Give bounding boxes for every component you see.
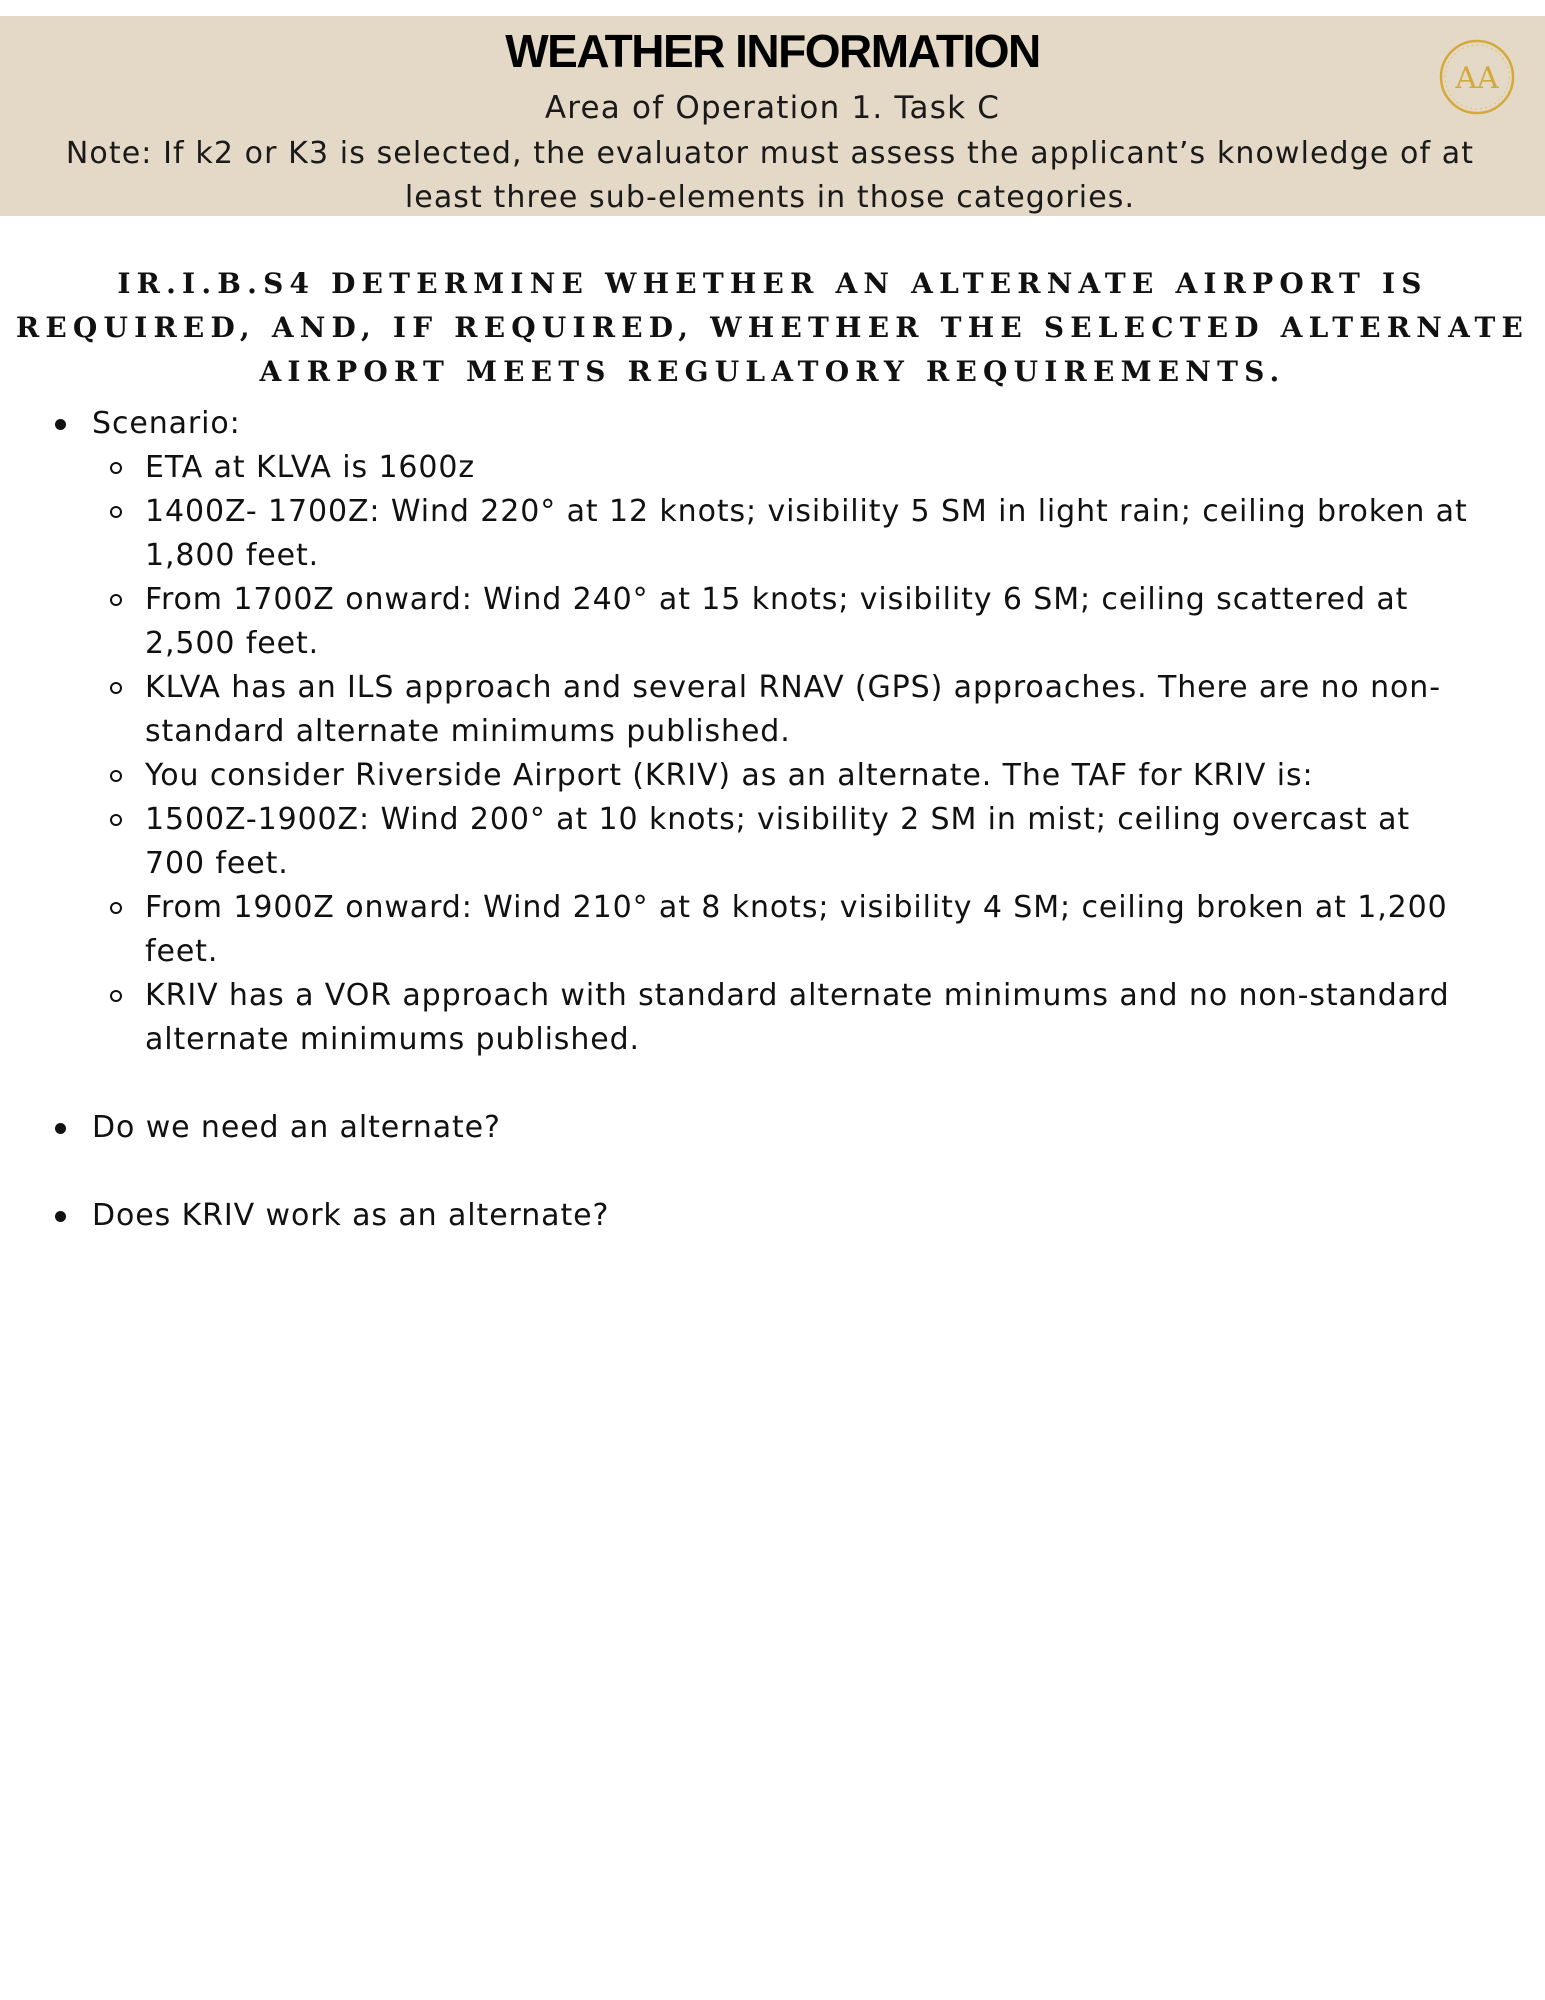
list-item [0,578,1475,666]
list-item [0,666,1475,754]
list-item-question-kriv-alternate [0,1194,1545,1238]
page-title: WEATHER INFORMATION [505,25,1040,77]
list-item-text: 1500Z-1900Z: Wind 200° at 10 knots; visibility 2 SM in mist; ceiling overcast at 700 feet. [145,802,1411,881]
brand-logo-icon [1436,36,1518,118]
list-item-text: From 1700Z onward: Wind 240° at 15 knots; visibility 6 SM; ceiling scattered at 2,500 feet. [145,582,1409,661]
content-list [0,402,1545,1238]
scenario-label: Scenario: [92,406,241,441]
list-item [0,798,1475,886]
evaluator-note: Note: If k2 or K3 is selected, the evaluator must assess the applicant’s knowledge of at least three sub-elements in those categories. [65,136,1475,215]
circle-bullet-icon [110,594,122,606]
circle-bullet-icon [110,814,122,826]
list-item-text: KLVA has an ILS approach and several RNAV (GPS) approaches. There are no non-standard alternate minimums published. [145,670,1441,749]
logo-lettering: AA [1455,61,1499,96]
section-heading: IR.I.B.S4 DETERMINE WHETHER AN ALTERNATE AIRPORT IS REQUIRED, AND, IF REQUIRED, WHETHER THE SELECTED ALTERNATE AIRPORT MEETS REGULATORY REQUIREMENTS. [15,267,1530,388]
circle-bullet-icon [110,902,122,914]
list-item-text: ETA at KLVA is 1600z [145,450,476,485]
list-item [0,754,1475,798]
list-item-text: KRIV has a VOR approach with standard alternate minimums and no non-standard alternate minimums published. [145,978,1450,1057]
circle-bullet-icon [110,462,122,474]
question-text: Do we need an alternate? [92,1110,501,1145]
list-item-text: You consider Riverside Airport (KRIV) as an alternate. The TAF for KRIV is: [145,758,1314,793]
list-item [0,974,1475,1062]
circle-bullet-icon [110,990,122,1002]
list-item-question-alternate-needed [0,1106,1545,1150]
list-item [0,886,1475,974]
scenario-sub-list [92,446,1545,1062]
list-item [0,446,1475,490]
bullet-icon [55,1123,66,1134]
page-subtitle: Area of Operation 1. Task C [544,90,1001,126]
circle-bullet-icon [110,682,122,694]
question-text: Does KRIV work as an alternate? [92,1198,610,1233]
list-item-text: From 1900Z onward: Wind 210° at 8 knots; visibility 4 SM; ceiling broken at 1,200 feet. [145,890,1448,969]
list-item-scenario [0,402,1545,1062]
bullet-icon [55,1211,66,1222]
bullet-icon [55,419,66,430]
circle-bullet-icon [110,506,122,518]
circle-bullet-icon [110,770,122,782]
list-item [0,490,1475,578]
list-item-text: 1400Z- 1700Z: Wind 220° at 12 knots; visibility 5 SM in light rain; ceiling broken at 1,800 feet. [145,494,1468,573]
